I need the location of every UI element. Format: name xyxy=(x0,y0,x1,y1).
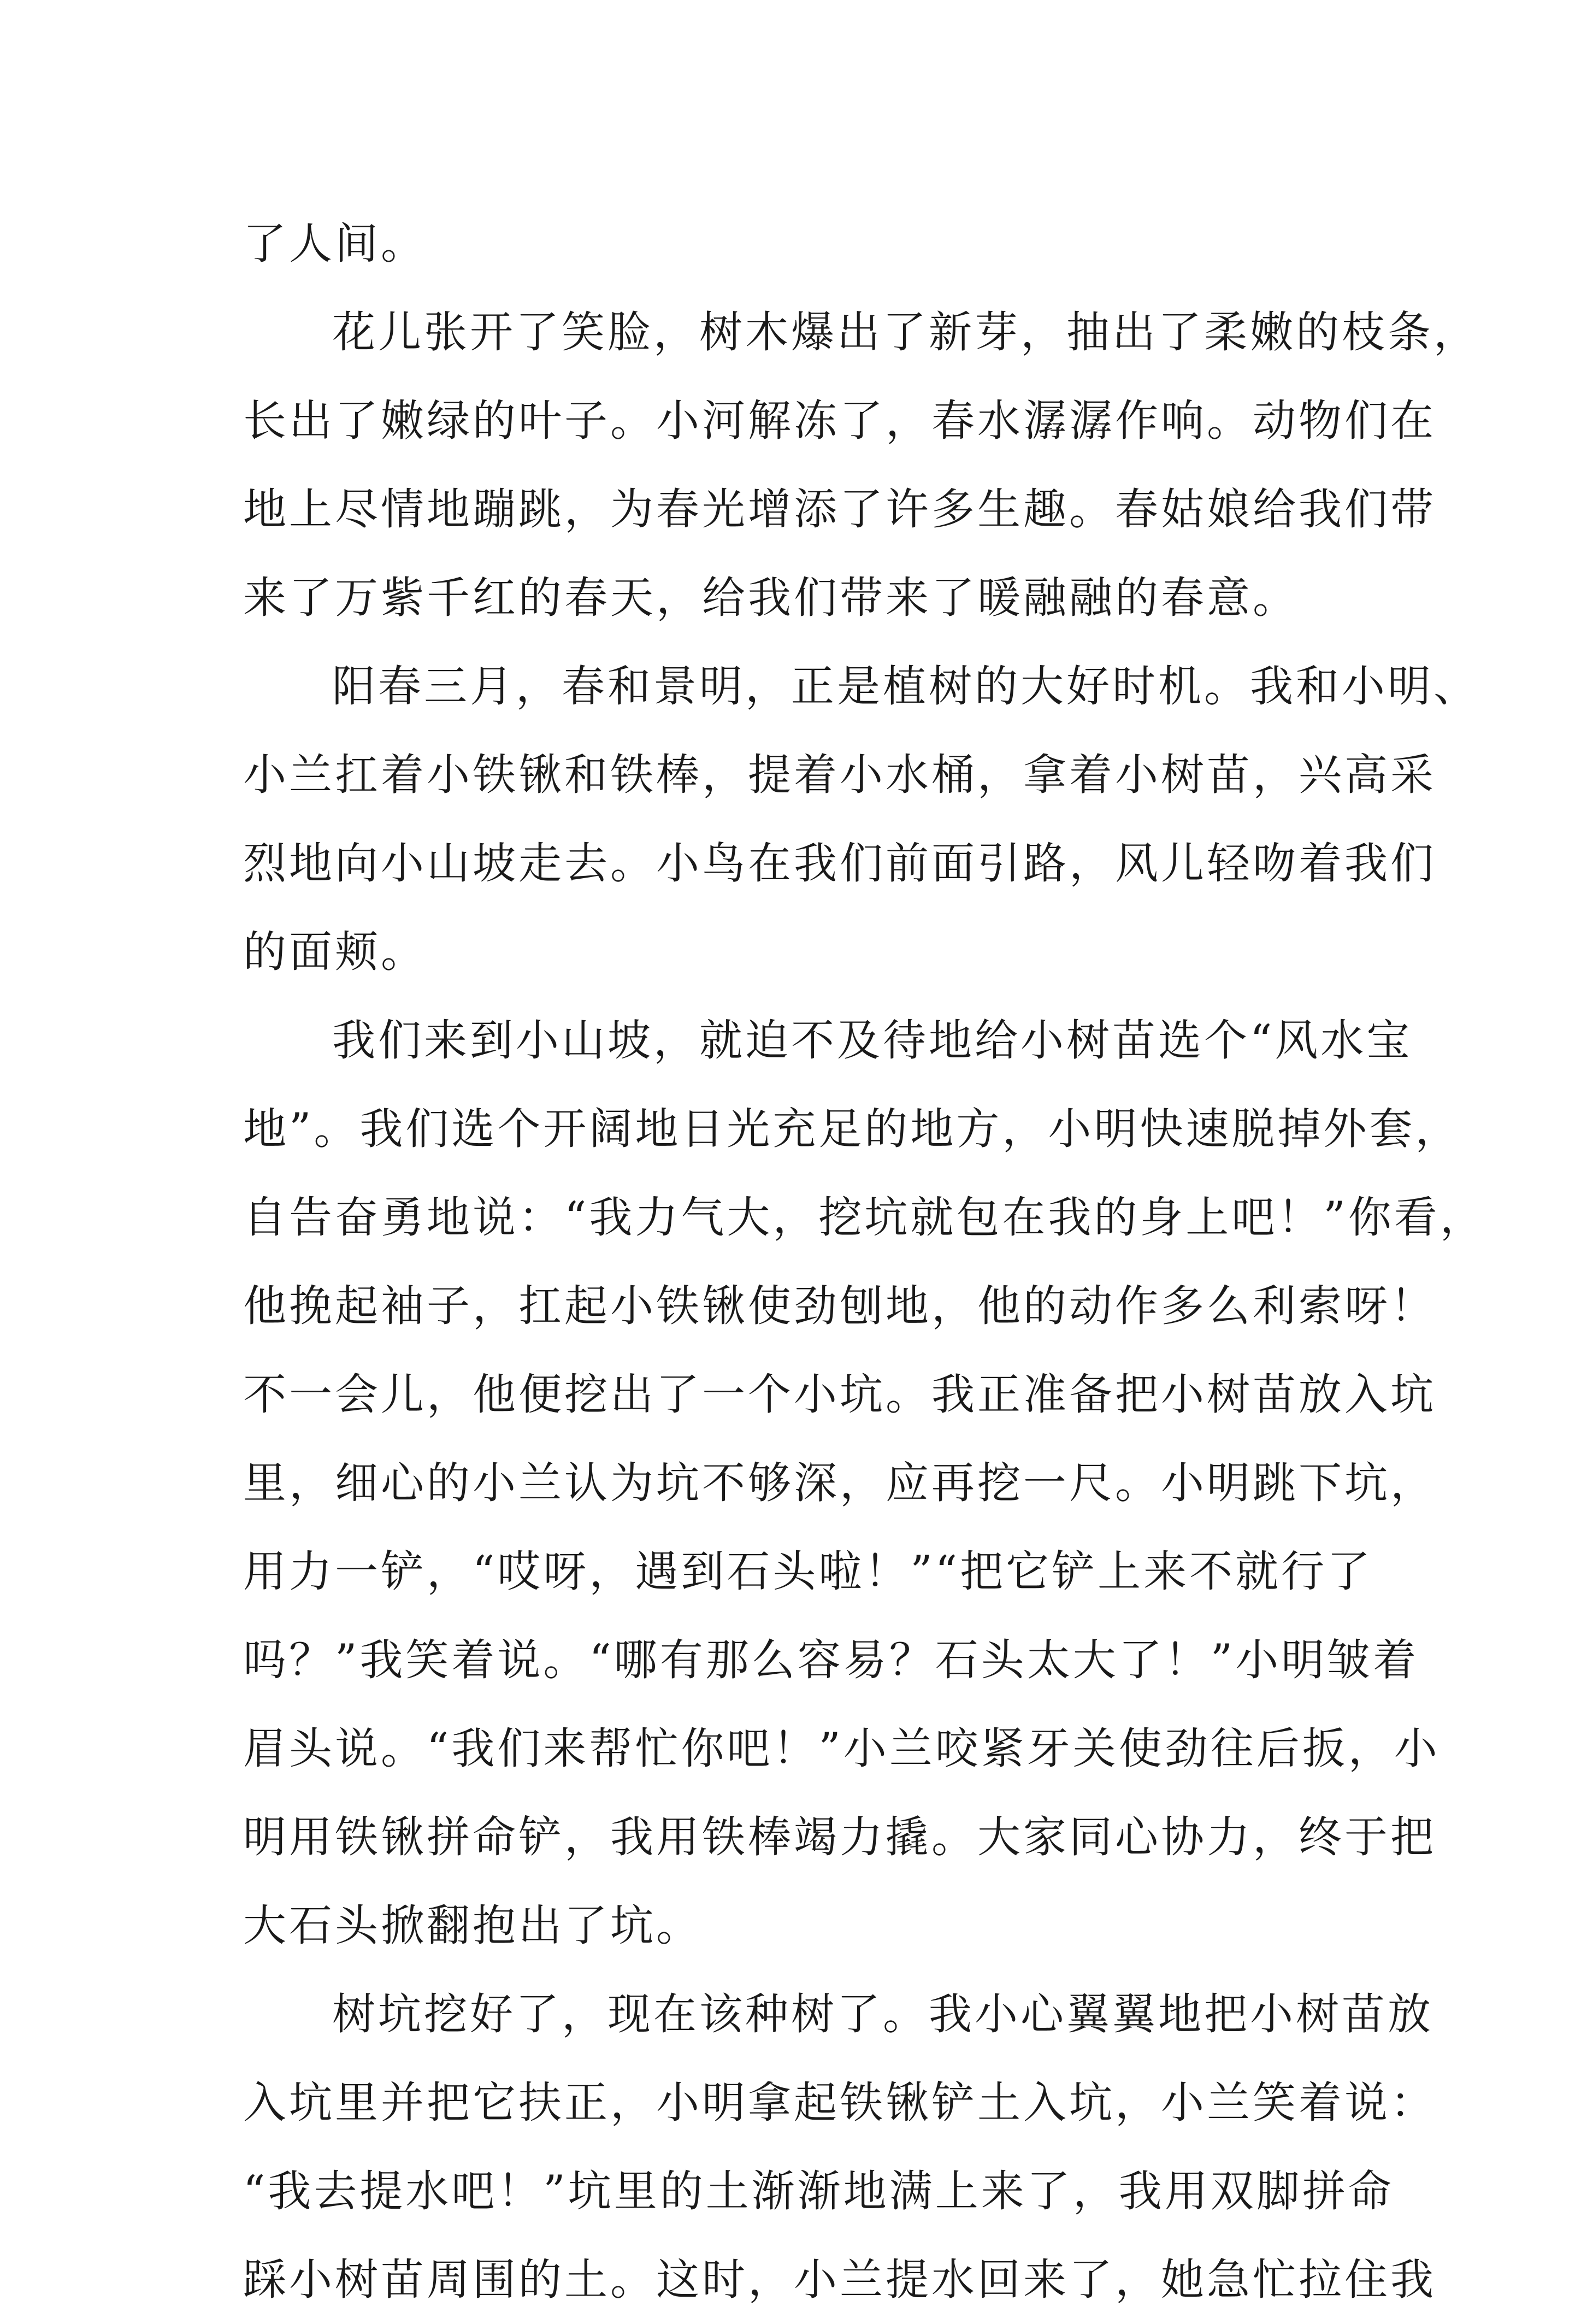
text-line: 里，细心的小兰认为坑不够深，应再挖一尺。小明跳下坑， xyxy=(243,1458,1436,1508)
paragraph-1 xyxy=(243,199,1341,288)
text-line: 不一会儿，他便挖出了一个小坑。我正准备把小树苗放入坑 xyxy=(243,1369,1436,1420)
text-line: 阳春三月，春和景明，正是植树的大好时机。我和小明、 xyxy=(332,661,1479,711)
paragraph-4 xyxy=(243,996,1486,1970)
text-line: 踩小树苗周围的土。这时，小兰提水回来了，她急忙拉住我 xyxy=(243,2255,1436,2305)
text-line: 他挽起袖子，扛起小铁锹使劲刨地，他的动作多么利索呀！ xyxy=(243,1281,1436,1331)
text-line: 花儿张开了笑脸，树木爆出了新芽，抽出了柔嫩的枝条， xyxy=(332,307,1479,357)
text-line: 来了万紫千红的春天，给我们带来了暖融融的春意。 xyxy=(243,573,1299,623)
text-line: 了人间。 xyxy=(243,219,427,269)
text-line: 明用铁锹拼命铲，我用铁棒竭力撬。大家同心协力，终于把 xyxy=(243,1812,1436,1862)
paragraph-2 xyxy=(243,288,1479,642)
text-line: 烈地向小山坡走去。小鸟在我们前面引路，风儿轻吻着我们 xyxy=(243,838,1436,889)
text-line: 大石头掀翻抱出了坑。 xyxy=(243,1901,702,1951)
text-line: “我去提水吧！”坑里的土渐渐地满上来了，我用双脚拼命 xyxy=(243,2166,1394,2216)
paragraph-5 xyxy=(243,1970,1436,2324)
text-line: 眉头说。“我们来帮忙你吧！”小兰咬紧牙关使劲往后扳，小 xyxy=(243,1723,1440,1774)
text-line: 树坑挖好了，现在该种树了。我小心翼翼地把小树苗放 xyxy=(332,1989,1433,2039)
paragraph-3 xyxy=(243,642,1479,996)
text-line: 地上尽情地蹦跳，为春光增添了许多生趣。春姑娘给我们带 xyxy=(243,484,1436,534)
document-page xyxy=(243,199,1486,2324)
text-line: 入坑里并把它扶正，小明拿起铁锹铲土入坑，小兰笑着说： xyxy=(243,2078,1436,2128)
text-line: 地”。我们选个开阔地日光充足的地方，小明快速脱掉外套， xyxy=(243,1104,1461,1154)
text-line: 我们来到小山坡，就迫不及待地给小树苗选个“风水宝 xyxy=(332,1015,1413,1066)
text-line: 长出了嫩绿的叶子。小河解冻了，春水潺潺作响。动物们在 xyxy=(243,396,1436,446)
text-line: 用力一铲，“哎呀，遇到石头啦！”“把它铲上来不就行了 xyxy=(243,1546,1373,1597)
text-line: 的面颊。 xyxy=(243,927,427,977)
text-line: 自告奋勇地说：“我力气大，挖坑就包在我的身上吧！”你看， xyxy=(243,1192,1486,1243)
text-line: 小兰扛着小铁锹和铁棒，提着小水桶，拿着小树苗，兴高采 xyxy=(243,750,1436,800)
text-line: 吗？”我笑着说。“哪有那么容易？石头太大了！”小明皱着 xyxy=(243,1635,1419,1685)
